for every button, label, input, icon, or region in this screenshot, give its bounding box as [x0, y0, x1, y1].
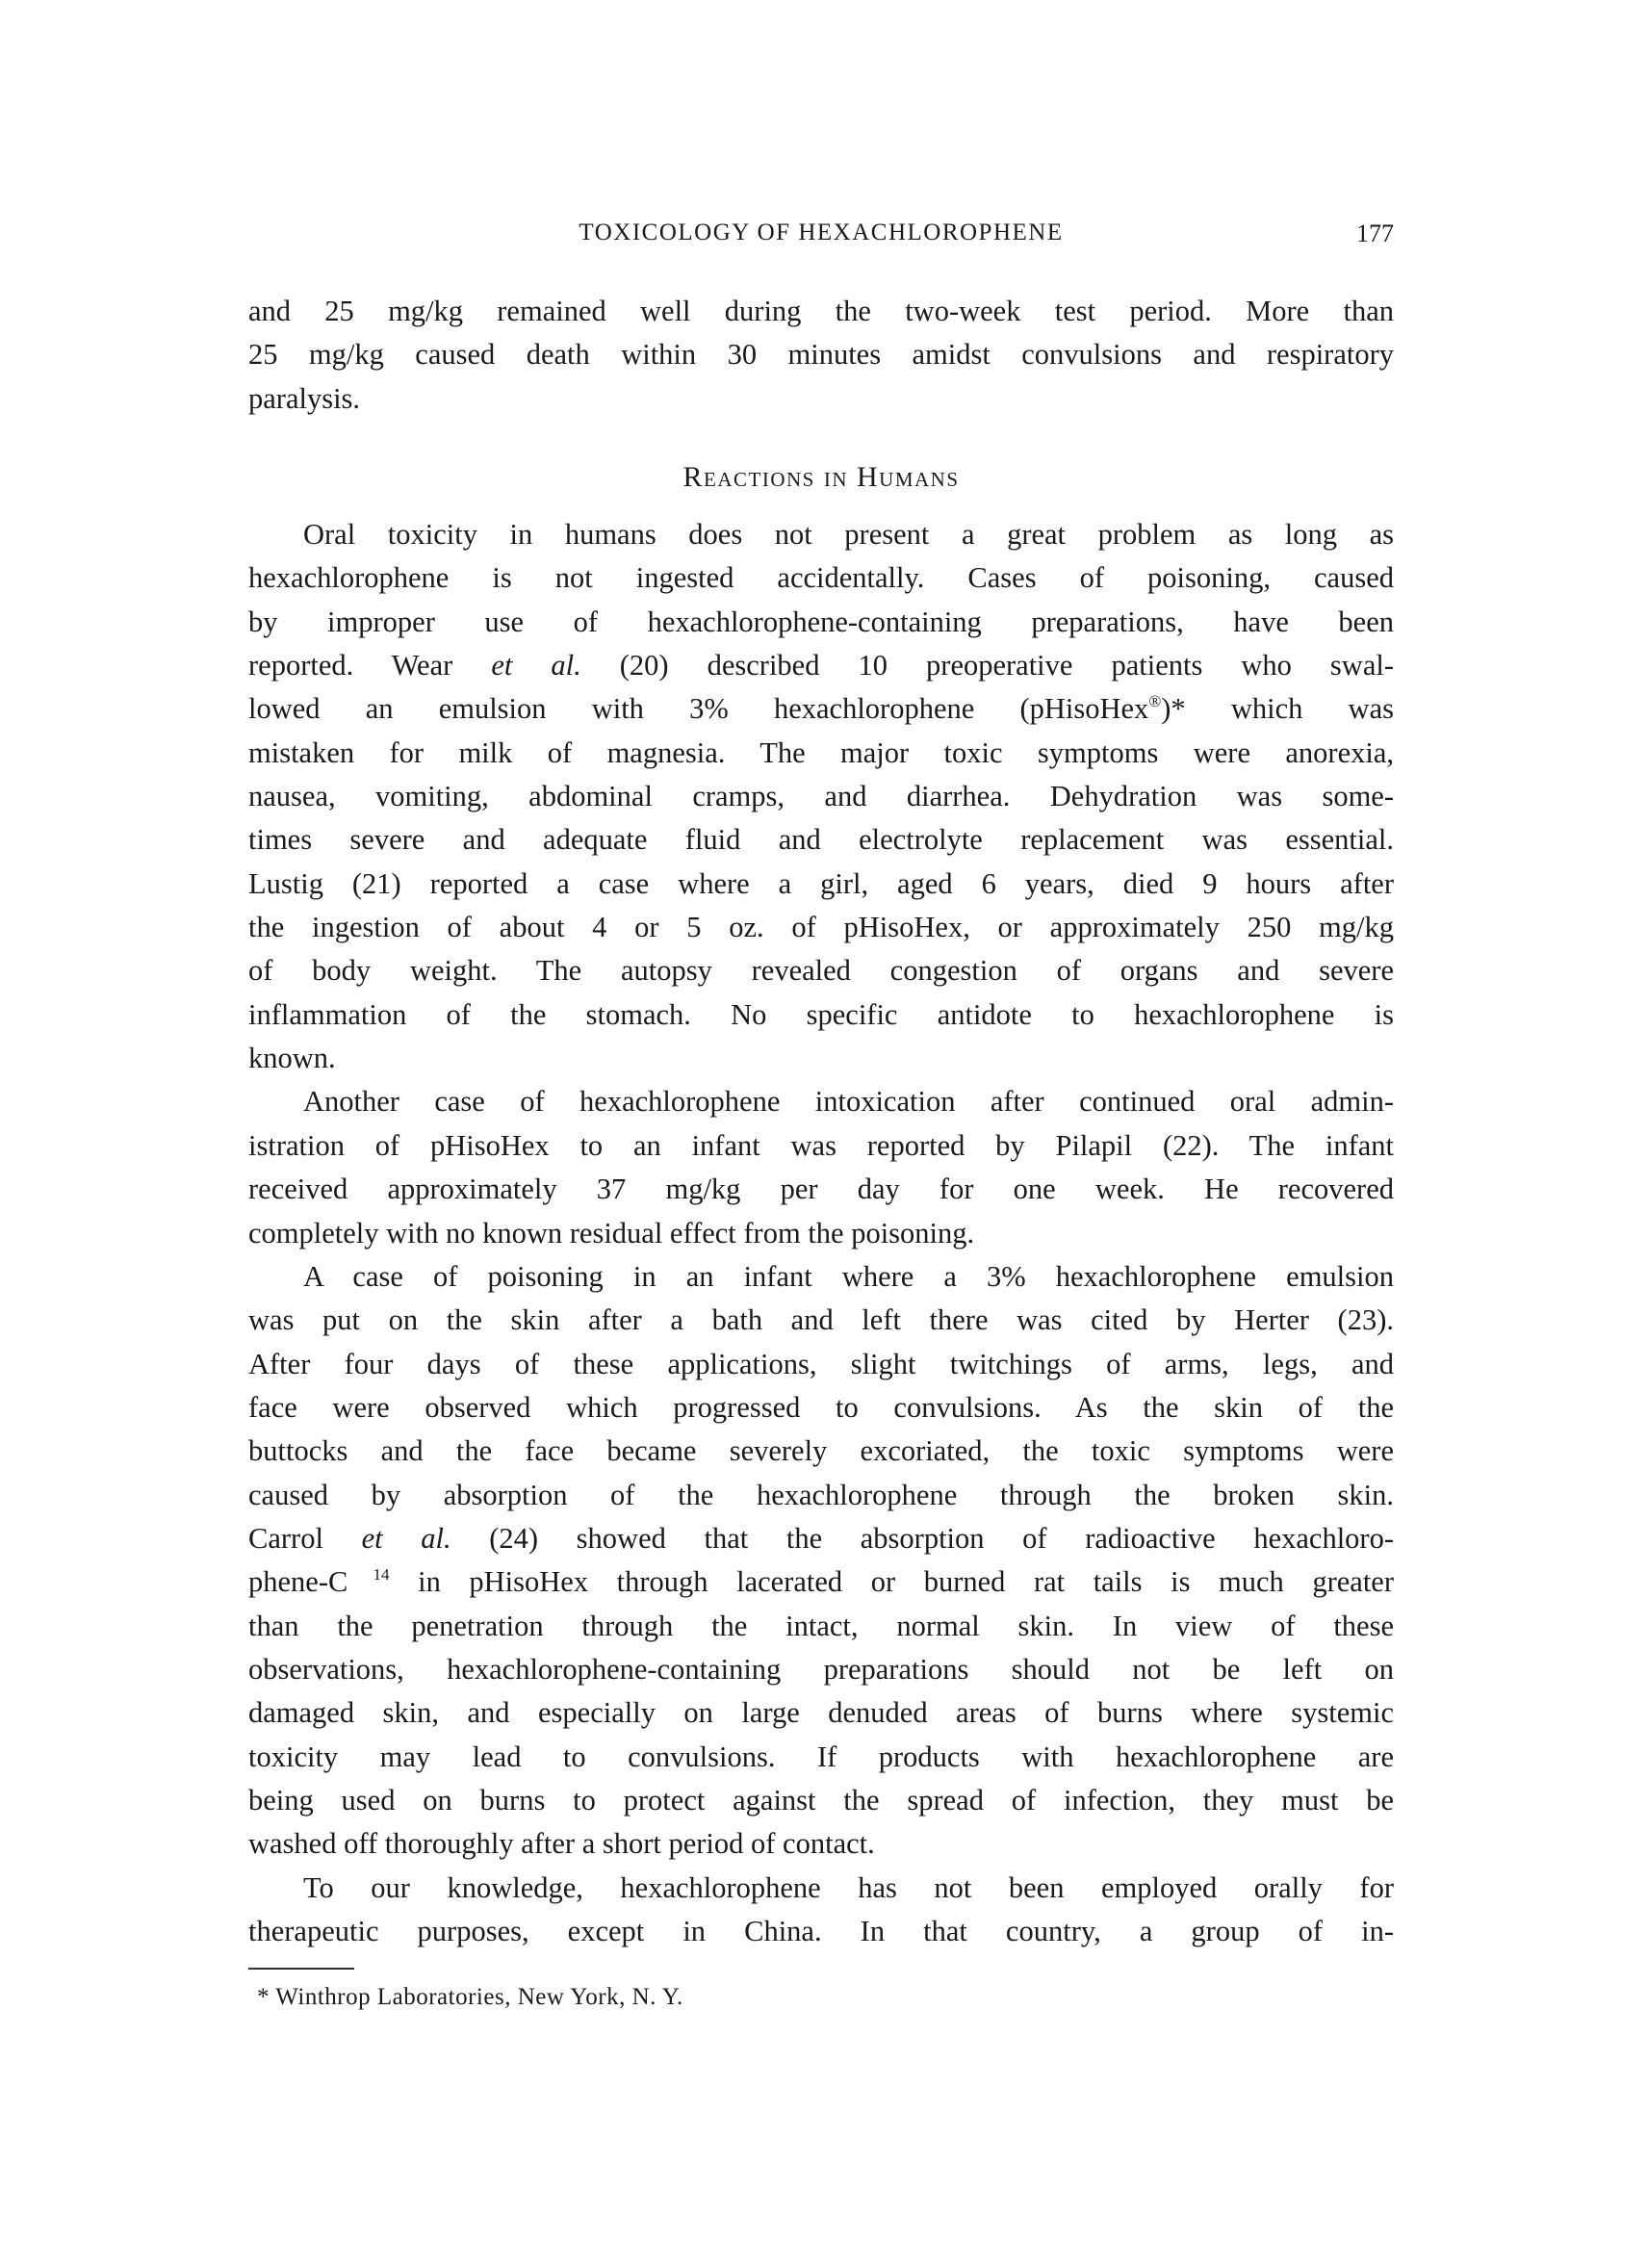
text-span: buttocks and the face became severely excoriated, the toxic symptoms were [248, 1434, 1394, 1468]
text-line [248, 732, 1394, 775]
text-line [248, 818, 1394, 862]
text-line [248, 1124, 1394, 1168]
text-line [248, 687, 1394, 731]
text-line [248, 644, 1394, 687]
text-line [248, 1430, 1394, 1473]
text-line [248, 1168, 1394, 1211]
text-span: (20) described 10 preoperative patients who swal- [580, 649, 1394, 683]
text-line [248, 377, 1394, 421]
text-line [248, 513, 1394, 556]
text-span: damaged skin, and especially on large denuded areas of burns where systemic [248, 1696, 1394, 1730]
text-span: )* which was [1161, 692, 1394, 726]
text-line [248, 1605, 1394, 1648]
text-line [248, 1386, 1394, 1430]
text-span: observations, hexachlorophene-containing preparations should not be left on [248, 1652, 1394, 1686]
text-line [248, 1517, 1394, 1560]
footnote-rule [248, 1968, 354, 1970]
text-span: hexachlorophene is not ingested accidentally. Cases of poisoning, caused [248, 561, 1394, 595]
superscript: ® [1148, 692, 1162, 711]
text-line [248, 1474, 1394, 1517]
text-line [248, 1822, 1394, 1866]
italic-text: et al. [491, 649, 581, 683]
text-span: paralysis. [248, 381, 361, 415]
text-line [248, 1037, 1394, 1080]
text-line [248, 290, 1394, 333]
text-span: by improper use of hexachlorophene-containing preparations, have been [248, 605, 1394, 638]
text-span: Carrol [248, 1521, 362, 1555]
text-line [248, 1648, 1394, 1691]
text-line [248, 1867, 1394, 1910]
text-span: being used on burns to protect against the spread of infection, they must be [248, 1783, 1394, 1817]
intro-paragraph [248, 290, 1394, 421]
text-span: in pHisoHex through lacerated or burned rat tails is much greater [389, 1565, 1394, 1599]
text-span: toxicity may lead to convulsions. If products with hexachlorophene are [248, 1740, 1394, 1773]
text-span: reported. Wear [248, 649, 492, 683]
text-line [248, 1736, 1394, 1779]
text-line [248, 1299, 1394, 1342]
text-line [248, 556, 1394, 600]
text-span: times severe and adequate fluid and electrolyte replacement was essential. [248, 823, 1394, 857]
text-line [248, 1910, 1394, 1953]
running-title: TOXICOLOGY OF HEXACHLOROPHENE [579, 219, 1064, 245]
text-line [248, 1212, 1394, 1255]
text-span: known. [248, 1042, 336, 1075]
text-span: Another case of hexachlorophene intoxication after continued oral admin- [303, 1085, 1394, 1119]
text-span: washed off thoroughly after a short period of contact. [248, 1827, 875, 1861]
text-span: caused by absorption of the hexachlorophene through the broken skin. [248, 1478, 1394, 1511]
text-line [248, 1343, 1394, 1386]
text-line [248, 1255, 1394, 1299]
page-number: 177 [1356, 219, 1394, 247]
text-span: nausea, vomiting, abdominal cramps, and diarrhea. Dehydration was some- [248, 780, 1394, 813]
italic-text: et al. [361, 1521, 451, 1555]
text-line [248, 601, 1394, 644]
text-span: the ingestion of about 4 or 5 oz. of pHisoHex, or approximately 250 mg/kg [248, 911, 1394, 944]
footnote: * Winthrop Laboratories, New York, N. Y. [257, 1984, 683, 2010]
text-span: A case of poisoning in an infant where a 3% hexachlorophene emulsion [303, 1259, 1394, 1293]
text-line [248, 333, 1394, 376]
text-line [248, 1691, 1394, 1735]
text-line [248, 1779, 1394, 1822]
text-line [248, 863, 1394, 906]
text-span: Oral toxicity in humans does not present a great problem as long as [303, 518, 1394, 551]
text-span: therapeutic purposes, except in China. In that country, a group of in- [248, 1915, 1394, 1947]
text-line [248, 993, 1394, 1037]
text-span: 25 mg/kg caused death within 30 minutes amidst convulsions and respiratory [248, 338, 1394, 372]
section-heading: Reactions in Humans [682, 461, 960, 493]
text-span: lowed an emulsion with 3% hexachlorophene (pHisoHex [248, 692, 1149, 726]
text-span: received approximately 37 mg/kg per day for one week. He recovered [248, 1173, 1394, 1206]
text-span: face were observed which progressed to convulsions. As the skin of the [248, 1390, 1394, 1424]
text-span: inflammation of the stomach. No specific antidote to hexachlorophene is [248, 997, 1394, 1031]
text-span: After four days of these applications, slight twitchings of arms, legs, and [248, 1347, 1394, 1380]
text-span: and 25 mg/kg remained well during the two-week test period. More than [248, 295, 1394, 327]
text-span: Lustig (21) reported a case where a girl, aged 6 years, died 9 hours after [248, 866, 1394, 900]
text-line [248, 1080, 1394, 1123]
running-head [248, 219, 1394, 258]
text-line [248, 949, 1394, 992]
text-line [248, 1560, 1394, 1604]
text-span: was put on the skin after a bath and left there was cited by Herter (23). [248, 1303, 1394, 1337]
superscript: 14 [347, 1565, 390, 1585]
text-line [248, 906, 1394, 949]
text-span: (24) showed that the absorption of radioactive hexachloro- [450, 1521, 1394, 1555]
text-span: phene-C [248, 1565, 348, 1599]
text-line [248, 775, 1394, 818]
text-span: of body weight. The autopsy revealed congestion of organs and severe [248, 954, 1394, 988]
text-span: mistaken for milk of magnesia. The major toxic symptoms were anorexia, [248, 735, 1394, 769]
body-text [248, 513, 1394, 1953]
text-span: completely with no known residual effect from the poisoning. [248, 1216, 975, 1250]
text-span: than the penetration through the intact, normal skin. In view of these [248, 1609, 1394, 1642]
text-span: To our knowledge, hexachlorophene has not been employed orally for [303, 1870, 1394, 1904]
text-span: istration of pHisoHex to an infant was reported by Pilapil (22). The infant [248, 1128, 1394, 1162]
